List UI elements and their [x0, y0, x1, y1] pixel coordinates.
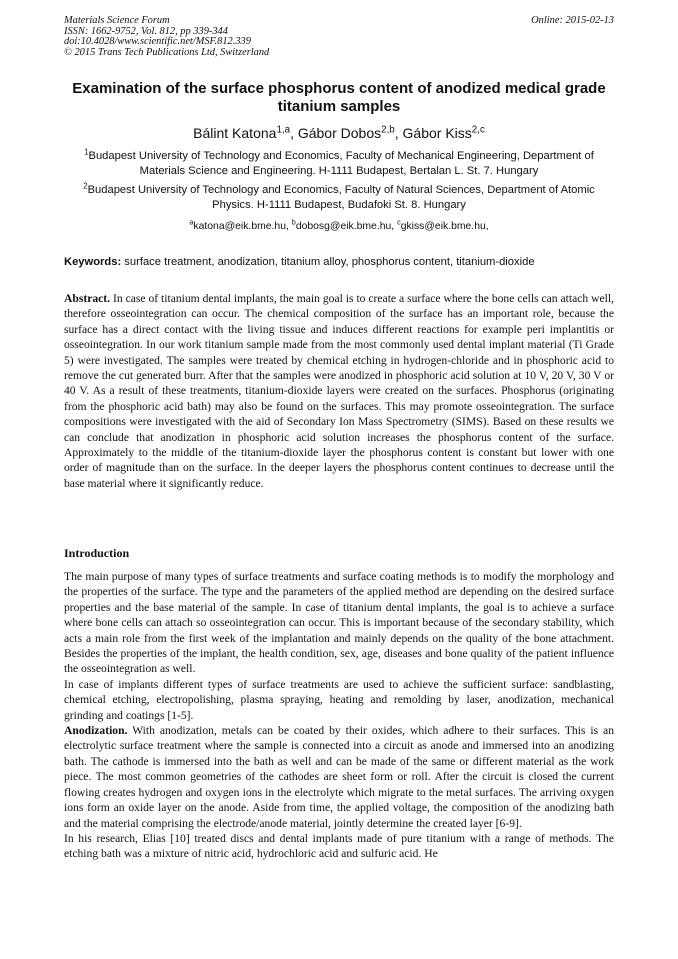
affiliation — [64, 183, 614, 213]
online-date: Online: 2015-02-13 — [531, 15, 614, 26]
affiliation — [64, 149, 614, 179]
journal-info — [64, 16, 269, 58]
keywords-text: surface treatment, anodization, titanium alloy, phosphorus content, titanium-dioxide — [121, 256, 535, 268]
affiliation-number: 2 — [83, 181, 88, 191]
paragraph — [64, 723, 614, 831]
abstract-text: In case of titanium dental implants, the main goal is to create a surface where the bone cells can attach well, therefore osseointegration can occur. The chemical composition of the surface has an important role, because the surface has a direct contact with the living tissue and induces different reactions for example peri implantitis or osseointegration. In our work titanium sample made from the most commonly used dental implant material (Ti Grade 5) were investigated. The samples were treated by chemical etching in hydrogen-chloride and in phosphoric acid to remove the cut generated burr. After that the samples were anodized in phosphoric acid solution at 10 V, 20 V, 30 V or 40 V. As a result of these treatments, titanium-dioxide layers were created on the surfaces. Phosphorus (originating from the phosphoric acid bath) may also be found on the surfaces. This may promote osseointegration. The surface compositions were investigated with the aid of Secondary Ion Mass Spectrometry (SIMS). Based on these results we can conclude that anodization in phosphoric acid solution increases the phosphorus content of the surface. Approximately to the middle of the titanium-dioxide layer the phosphorus content is constant but lower with one order of magnitude than on the surface. In the deeper layers the phosphorus content continues to decrease until the base material where it significantly reduce. — [64, 292, 614, 490]
journal-name: Materials Science Forum — [64, 15, 170, 26]
abstract-label: Abstract. — [64, 292, 111, 305]
affiliation-number: 1 — [84, 147, 89, 157]
author-list — [64, 124, 614, 142]
author-affiliation-mark: 1,a — [276, 124, 291, 136]
author-affiliation-mark: 2,c — [471, 124, 485, 136]
journal-doi: doi:10.4028/www.scientific.net/MSF.812.339 — [64, 36, 251, 48]
run-in-heading-anodization: Anodization. — [64, 724, 128, 738]
paragraph: In case of implants different types of surface treatments are used to achieve the sufficient surface: sandblasting, chemical etching, electropolishing, plasma spraying, heating and remolding by laser, anodization, mechanical grinding and coatings [1-5]. — [64, 677, 614, 722]
paragraph: The main purpose of many types of surface treatments and surface coating methods is to modify the morphology and the properties of the surface. The type and the parameters of the applied method are depending on the desired surface properties and the base material of the sample. In case of titanium dental implants, the goal is to achieve a surface where bone cells can attach so osseointegration can occur. This is important because of the secondary stability, which acts a main role from the first week of the implantation and mainly depends on the quality of the bone attachment. Besides the properties of the implant, the health condition, sex, age, diseases and bone quality of the patient influence the osseointegration as well. — [64, 570, 614, 676]
affiliation-text: Budapest University of Technology and Economics, Faculty of Natural Sciences, Department of Atomic Physics. H-1111 Budapest, Budafoki St. 8. Hungary — [87, 184, 595, 211]
keywords — [64, 255, 614, 270]
email-address[interactable]: gkiss@eik.bme.hu, — [400, 221, 489, 232]
author-affiliation-mark: 2,b — [381, 124, 395, 136]
email-mark: b — [291, 217, 296, 227]
paragraph-text: With anodization, metals can be coated by their oxides, which adhere to their surfaces. This is an electrolytic surface treatment where the sample is connected into a circuit as anode and immersed into an anodizing bath. The cathode is immersed into the bath as well and can be made of the same or different material as the work piece. The most common geometries of the cathodes are sheet form or roll. After the circuit is closed the current flowing creates hydrogen and oxygen ions in the electrolyte which migrate to the metal surfaces. The arriving oxygen ions form an oxide layer on the anode. Aside from time, the applied voltage, the composition of the anodizing bath and the material comprising the electrode/anode material, jointly determine the created layer [6-9]. — [64, 724, 614, 830]
author-separator: , — [394, 125, 403, 141]
author-name: Bálint Katona — [193, 125, 277, 141]
journal-copyright: © 2015 Trans Tech Publications Ltd, Switzerland — [64, 46, 270, 58]
abstract — [64, 291, 614, 491]
email-address[interactable]: katona@eik.bme.hu, — [193, 221, 292, 232]
email-address[interactable]: dobosg@eik.bme.hu, — [295, 221, 398, 232]
email-mark: c — [397, 217, 401, 227]
journal-issn: ISSN: 1662-9752, Vol. 812, pp 339-344 — [64, 25, 228, 37]
author-name: Gábor Dobos — [297, 125, 382, 141]
keywords-label: Keywords: — [64, 256, 122, 268]
section-heading-introduction: Introduction — [64, 546, 130, 560]
affiliation-text: Budapest University of Technology and Economics, Faculty of Mechanical Engineering, Department of Materials Science and Engineering. H-1111 Budapest, Bertalan L. St. 7. Hungary — [88, 150, 594, 177]
email-mark: a — [189, 217, 194, 227]
introduction-body — [64, 569, 614, 862]
author-name: Gábor Kiss — [402, 125, 472, 141]
paragraph: In his research, Elias [10] treated discs and dental implants made of pure titanium with a range of methods. The etching bath was a mixture of nitric acid, hydrochloric acid and sulfuric acid. He — [64, 831, 614, 861]
author-separator: , — [290, 125, 298, 141]
email-list — [64, 217, 614, 234]
paper-title: Examination of the surface phosphorus content of anodized medical grade titanium samples — [72, 80, 606, 115]
